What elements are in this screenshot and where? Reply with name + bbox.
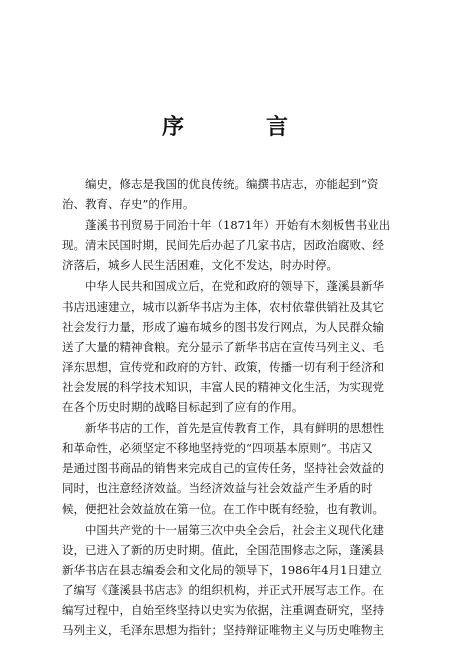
text-line: 社会发行力量，形成了遍布城乡的图书发行网点，为人民群众输 — [62, 319, 384, 334]
text-line: 现。清末民国时期，民间先后办起了几家书店，因政治腐败、经 — [62, 238, 384, 253]
text-line: 新华书店的工作，首先是宣传教育工作，具有鲜明的思想性 — [85, 421, 384, 436]
body-text — [62, 174, 448, 641]
text-line: 新华书店在县志编委会和文化局的领导下，1986年4月1日建立 — [62, 562, 382, 577]
text-line: 在各个历史时期的战略目标起到了应有的作用。 — [62, 400, 304, 415]
text-line: 同时，也注意经济效益。当经济效益与社会效益产生矛盾的时 — [62, 481, 373, 496]
paragraph — [62, 276, 448, 417]
text-line: 中国共产党的十一届第三次中央全会后，社会主义现代化建 — [85, 522, 384, 537]
text-line: 泽东思想，宣传党和政府的方针、政策，传播一切有利于经济和 — [62, 359, 384, 374]
text-line: 蓬溪书刊贸易于同治十年（1871年）开始有木刻板售书业出 — [85, 218, 391, 233]
text-line: 书店迅速建立，城市以新华书店为主体，农村依靠供销社及其它 — [62, 299, 384, 314]
text-line: 马列主义，毛泽东思想为指针；坚持辩证唯物主义与历史唯物主 — [62, 623, 384, 638]
text-line: 和革命性，必须坚定不移地坚持党的“四项基本原则”。书店又 — [62, 441, 373, 456]
text-line: 编写过程中，自始至终坚持以史实为依据，注重调查研究，坚持 — [62, 602, 384, 617]
text-line: 社会发展的科学技术知识，丰富人民的精神文化生活，为实现党 — [62, 379, 384, 394]
text-line: 设，已进入了新的历史时期。值此，全国范围修志之际，蓬溪县 — [62, 542, 384, 557]
text-line: 编史，修志是我国的优良传统。编撰书店志，亦能起到“资 — [85, 177, 379, 191]
text-line: 济落后，城乡人民生活困难，文化不发达，时办时停。 — [62, 258, 338, 273]
paragraph — [62, 418, 448, 518]
text-line: 是通过图书商品的销售来完成自己的宣传任务，坚持社会效益的 — [62, 461, 384, 476]
text-line: 了编写《蓬溪县书店志》的组织机构，并正式开展写志工作。在 — [62, 582, 384, 597]
paragraph — [62, 520, 448, 641]
page-title: 序 言 — [161, 114, 318, 140]
text-line: 送了大量的精神食粮。充分显示了新华书店在宣传马列主义、毛 — [62, 339, 384, 354]
paragraph — [62, 174, 448, 214]
text-line: 治、教育、存史”的作用。 — [62, 197, 195, 212]
paragraph — [62, 215, 448, 275]
text-line: 候，便把社会效益放在第一位。在工作中既有经验，也有教训。 — [62, 501, 384, 516]
text-line: 中华人民共和国成立后，在党和政府的领导下，蓬溪县新华 — [85, 279, 384, 294]
